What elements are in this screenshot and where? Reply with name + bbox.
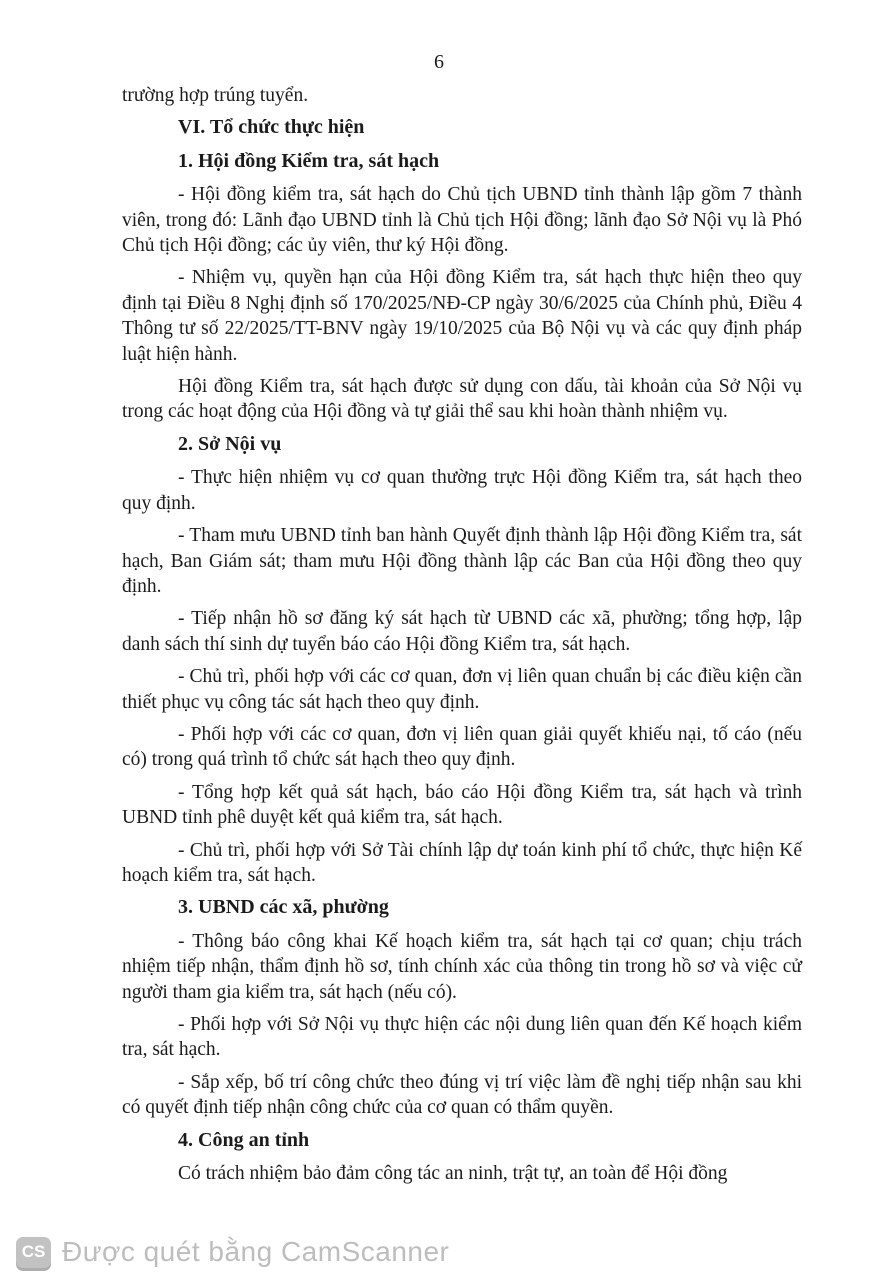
camscanner-footer-text: Được quét bằng CamScanner [62,1236,450,1267]
body-paragraph: Có trách nhiệm bảo đảm công tác an ninh, trật tự, an toàn để Hội đồng [178,1163,728,1185]
body-paragraph: Hội đồng Kiểm tra, sát hạch được sử dụng con dấu, tài khoản của Sở Nội vụ trong các hoạt động của Hội đồng và tự giải thể sau khi hoàn thành nhiệm vụ. [122,376,802,423]
body-paragraph: - Thông báo công khai Kế hoạch kiểm tra, sát hạch tại cơ quan; chịu trách nhiệm tiếp nhận, thẩm định hồ sơ, tính chính xác của thông tin trong hồ sơ và việc cử người tham gia kiểm tra, sát hạch (nếu có). [122,930,802,1003]
body-paragraph: trường hợp trúng tuyển. [122,85,309,106]
camscanner-logo-icon: CS [16,1237,51,1268]
page-number: 6 [434,51,444,73]
body-paragraph: - Phối hợp với Sở Nội vụ thực hiện các nội dung liên quan đến Kế hoạch kiểm tra, sát hạch. [122,1014,802,1061]
section-heading: 4. Công an tỉnh [178,1128,310,1151]
body-paragraph: - Chủ trì, phối hợp với Sở Tài chính lập dự toán kinh phí tổ chức, thực hiện Kế hoạch kiểm tra, sát hạch. [122,839,802,886]
body-paragraph: - Tham mưu UBND tỉnh ban hành Quyết định thành lập Hội đồng Kiểm tra, sát hạch, Ban Giám sát; tham mưu Hội đồng thành lập các Ban của Hội đồng theo quy định. [122,525,802,597]
section-heading: 3. UBND các xã, phường [178,896,389,919]
body-paragraph: - Sắp xếp, bố trí công chức theo đúng vị trí việc làm đề nghị tiếp nhận sau khi có quyết định tiếp nhận công chức của cơ quan có thẩm quyền. [122,1071,802,1119]
body-paragraph: - Thực hiện nhiệm vụ cơ quan thường trực Hội đồng Kiểm tra, sát hạch theo quy định. [122,467,802,514]
camscanner-footer [16,1236,449,1268]
body-paragraph: - Tổng hợp kết quả sát hạch, báo cáo Hội đồng Kiểm tra, sát hạch và trình UBND tỉnh phê duyệt kết quả kiểm tra, sát hạch. [122,781,802,829]
body-paragraph: - Phối hợp với các cơ quan, đơn vị liên quan giải quyết khiếu nại, tố cáo (nếu có) trong quá trình tổ chức sát hạch theo quy định. [122,723,802,771]
body-paragraph: - Chủ trì, phối hợp với các cơ quan, đơn vị liên quan chuẩn bị các điều kiện cần thiết phục vụ công tác sát hạch theo quy định. [122,666,802,713]
body-paragraph: - Tiếp nhận hồ sơ đăng ký sát hạch từ UBND các xã, phường; tổng hợp, lập danh sách thí sinh dự tuyển báo cáo Hội đồng Kiểm tra, sát hạch. [122,608,802,655]
body-paragraph: - Nhiệm vụ, quyền hạn của Hội đồng Kiểm tra, sát hạch thực hiện theo quy định tại Điều 8 Nghị định số 170/2025/NĐ-CP ngày 30/6/2025 của Chính phủ, Điều 4 Thông tư số 22/2025/TT-BNV ngày 19/10/2025 của Bộ Nội vụ và các quy định pháp luật hiện hành. [122,267,802,365]
section-heading: 2. Sở Nội vụ [178,432,282,455]
document-content [122,83,802,1186]
section-heading: 1. Hội đồng Kiểm tra, sát hạch [178,149,440,172]
body-paragraph: - Hội đồng kiểm tra, sát hạch do Chủ tịch UBND tỉnh thành lập gồm 7 thành viên, trong đó: Lãnh đạo UBND tỉnh là Chủ tịch Hội đồng; lãnh đạo Sở Nội vụ là Phó Chủ tịch Hội đồng; các ủy viên, thư ký Hội đồng. [122,184,802,257]
section-heading: VI. Tổ chức thực hiện [178,116,365,139]
